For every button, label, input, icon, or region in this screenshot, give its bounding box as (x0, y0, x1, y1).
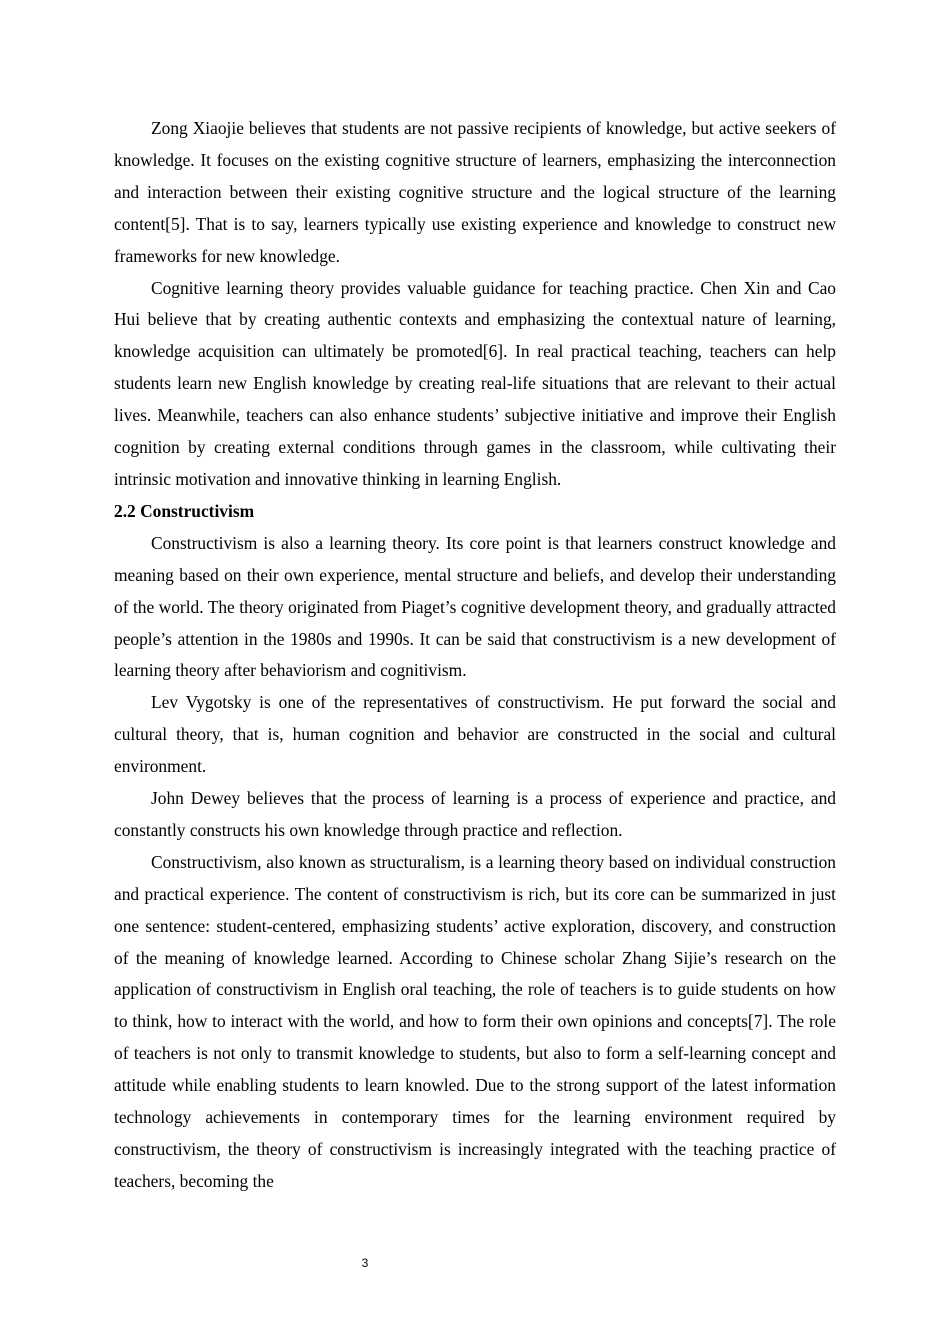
paragraph-vygotsky: Lev Vygotsky is one of the representatives of constructivism. He put forward the social and cultural theory, that is, human cognition and behavior are constructed in the social and cultural environment. (114, 692, 836, 777)
paragraph-zong-xiaojie: Zong Xiaojie believes that students are not passive recipients of knowledge, but active seekers of knowledge. It focuses on the existing cognitive structure of learners, emphasizing the interconnection and interaction between their existing cognitive structure and the logical structure of the learning content[5]. That is to say, learners typically use existing experience and knowledge to construct new frameworks for new knowledge. (114, 118, 836, 266)
paragraph-structuralism: Constructivism, also known as structuralism, is a learning theory based on individual construction and practical experience. The content of constructivism is rich, but its core can be summarized in just one sentence: student-centered, emphasizing students’ active exploration, discovery, and construction of the meaning of knowledge learned. According to Chinese scholar Zhang Sijie’s research on the application of constructivism in English oral teaching, the role of teachers is to guide students on how to think, how to interact with the world, and how to form their own opinions and concepts[7]. The role of teachers is not only to transmit knowledge to students, but also to form a self-learning concept and attitude while enabling students to learn knowled. Due to the strong support of the latest information technology achievements in contemporary times for the learning environment required by constructivism, the theory of constructivism is increasingly integrated with the teaching practice of teachers, becoming the (114, 851, 836, 1191)
paragraph-cognitive-learning-theory: Cognitive learning theory provides valuable guidance for teaching practice. Chen Xin and Cao Hui believe that by creating authentic contexts and emphasizing the contextual nature of learning, knowledge acquisition can ultimately be promoted[6]. In real practical teaching, teachers can help students learn new English knowledge by creating real-life situations that are relevant to their actual lives. Meanwhile, teachers can also enhance students’ subjective initiative and improve their English cognition by creating external conditions through games in the classroom, while cultivating their intrinsic motivation and innovative thinking in learning English. (114, 277, 836, 489)
section-heading: 2.2 Constructivism (114, 500, 255, 521)
paragraph-constructivism-intro: Constructivism is also a learning theory. Its core point is that learners construct knowledge and meaning based on their own experience, mental structure and beliefs, and develop their understanding of the world. The theory originated from Piaget’s cognitive development theory, and gradually attracted people’s attention in the 1980s and 1990s. It can be said that constructivism is a new development of learning theory after behaviorism and cognitivism. (114, 532, 836, 681)
document-body (114, 113, 836, 1198)
paragraph-dewey: John Dewey believes that the process of learning is a process of experience and practice, and constantly constructs his own knowledge through practice and reflection. (114, 788, 836, 840)
page-number: 3 (361, 1256, 369, 1270)
